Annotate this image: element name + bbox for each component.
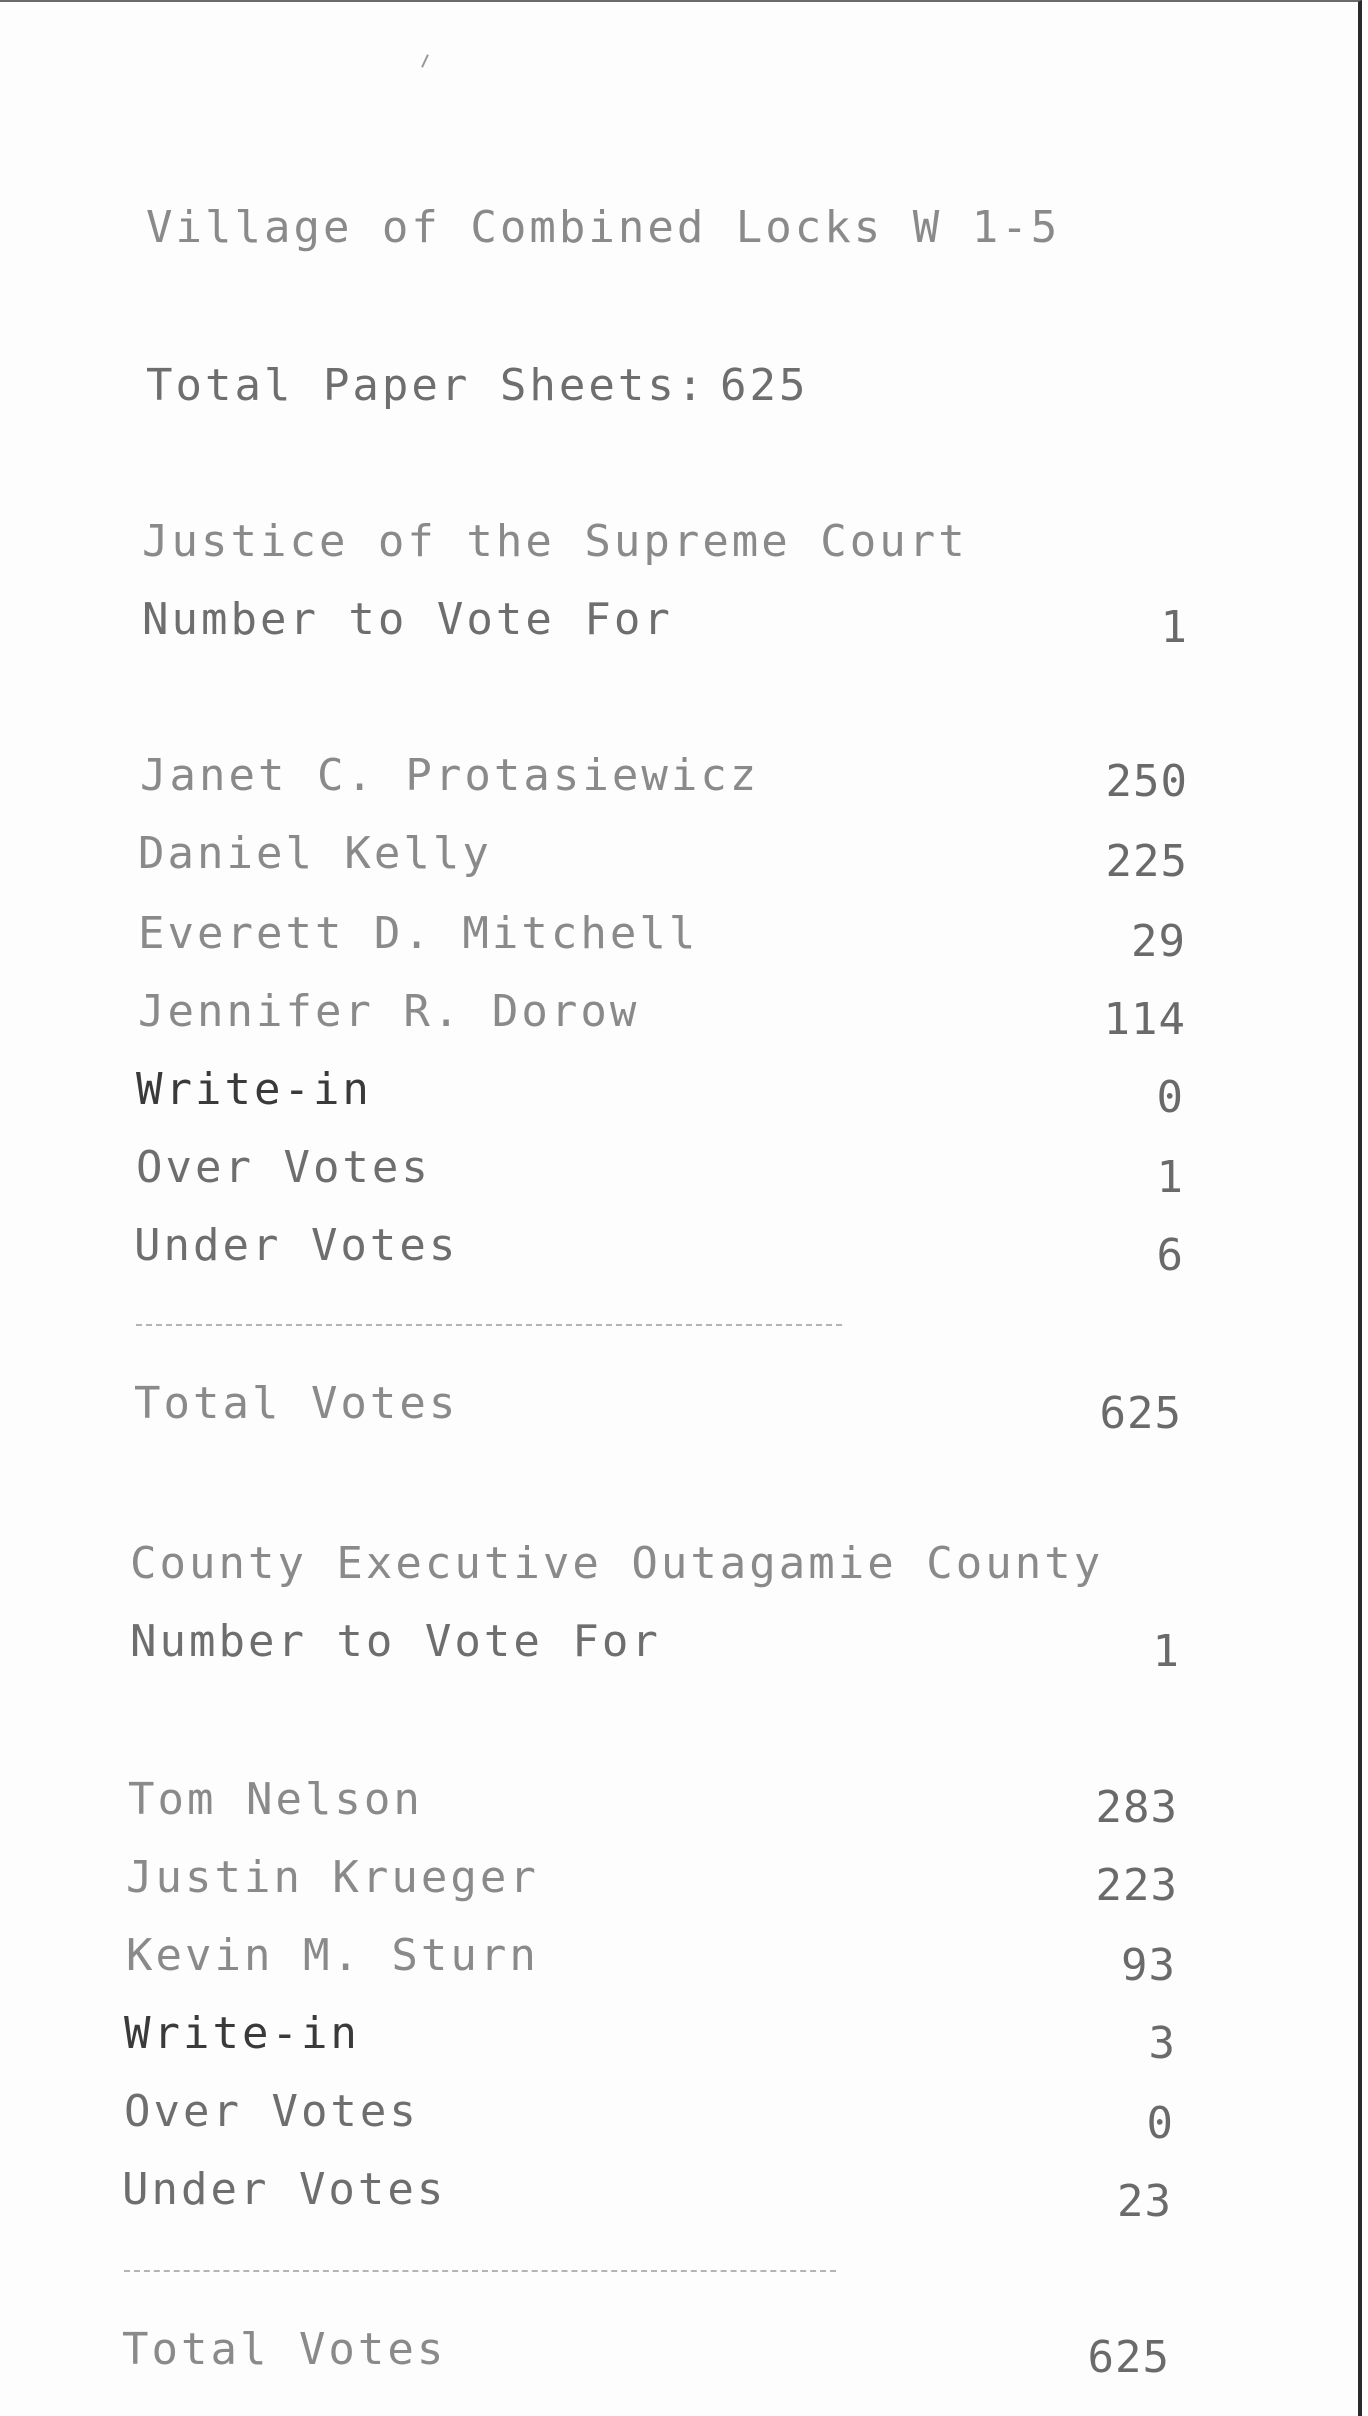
contest-title: County Executive Outagamie County	[130, 1538, 1104, 1589]
paper-speck	[421, 54, 429, 68]
candidate-name: Justin Krueger	[126, 1852, 539, 1903]
candidate-name: Tom Nelson	[128, 1774, 423, 1825]
over-votes-label: Over Votes	[124, 2086, 419, 2137]
over-votes-value: 1	[1156, 1152, 1184, 1203]
under-votes-value: 23	[1117, 2176, 1172, 2227]
total-votes-label: Total Votes	[122, 2324, 447, 2375]
total-sheets-label: Total Paper Sheets:	[146, 360, 707, 411]
total-sheets-value: 625	[720, 360, 809, 411]
vote-for-value: 1	[1152, 1626, 1180, 1677]
candidate-name: Jennifer R. Dorow	[138, 986, 640, 1037]
candidate-votes: 93	[1121, 1940, 1176, 1991]
candidate-votes: 114	[1103, 994, 1186, 1045]
candidate-votes: 29	[1131, 916, 1186, 967]
separator-rule	[124, 2270, 836, 2272]
under-votes-label: Under Votes	[134, 1220, 459, 1271]
vote-for-label: Number to Vote For	[130, 1616, 661, 1667]
candidate-votes: 225	[1105, 836, 1188, 887]
separator-rule	[136, 1324, 842, 1326]
total-votes-label: Total Votes	[134, 1378, 459, 1429]
under-votes-value: 6	[1156, 1230, 1184, 1281]
precinct-title: Village of Combined Locks W 1-5	[146, 202, 1061, 253]
contest-title: Justice of the Supreme Court	[142, 516, 968, 567]
write-in-votes: 3	[1148, 2018, 1176, 2069]
candidate-name: Kevin M. Sturn	[126, 1930, 539, 1981]
over-votes-value: 0	[1146, 2098, 1174, 2149]
vote-for-label: Number to Vote For	[142, 594, 673, 645]
candidate-votes: 283	[1095, 1782, 1178, 1833]
over-votes-label: Over Votes	[136, 1142, 431, 1193]
candidate-name: Daniel Kelly	[138, 828, 492, 879]
total-votes-value: 625	[1099, 1388, 1182, 1439]
candidate-votes: 250	[1105, 756, 1188, 807]
candidate-name: Janet C. Protasiewicz	[140, 750, 760, 801]
vote-for-value: 1	[1160, 602, 1188, 653]
write-in-votes: 0	[1156, 1072, 1184, 1123]
write-in-label: Write-in	[124, 2008, 360, 2059]
write-in-label: Write-in	[136, 1064, 372, 1115]
total-votes-value: 625	[1087, 2332, 1170, 2383]
under-votes-label: Under Votes	[122, 2164, 447, 2215]
candidate-votes: 223	[1095, 1860, 1178, 1911]
candidate-name: Everett D. Mitchell	[138, 908, 699, 959]
